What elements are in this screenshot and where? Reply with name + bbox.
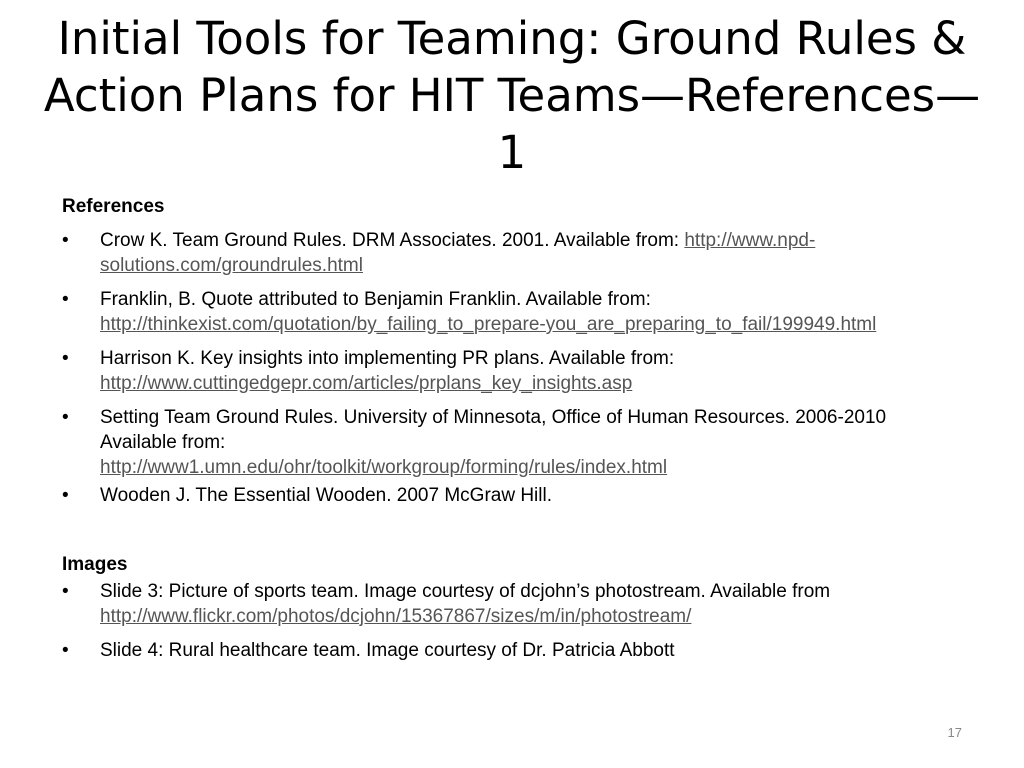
reference-text: Harrison K. Key insights into implementing PR plans. Available from: <box>100 348 675 369</box>
reference-text: Franklin, B. Quote attributed to Benjamin Franklin. Available from: <box>100 289 651 310</box>
slide-title: Initial Tools for Teaming: Ground Rules & Action Plans for HIT Teams—References—1 <box>43 12 981 179</box>
image-credit-text: Slide 3: Picture of sports team. Image courtesy of dcjohn’s photostream. Available from <box>100 581 831 602</box>
reference-text: Crow K. Team Ground Rules. DRM Associates. 2001. Available from: <box>100 230 685 251</box>
images-heading: Images <box>62 554 128 575</box>
reference-item <box>62 346 967 396</box>
reference-item <box>62 483 967 508</box>
reference-text: Setting Team Ground Rules. University of Minnesota, Office of Human Resources. 2006-2010 Available from: <box>100 407 887 453</box>
image-credit-item <box>62 579 967 629</box>
reference-item <box>62 405 967 480</box>
reference-link[interactable]: http://thinkexist.com/quotation/by_failing_to_prepare-you_are_preparing_to_fail/199949.html <box>100 314 877 335</box>
image-credit-link[interactable]: http://www.flickr.com/photos/dcjohn/15367867/sizes/m/in/photostream/ <box>100 606 692 627</box>
image-credit-text: Slide 4: Rural healthcare team. Image courtesy of Dr. Patricia Abbott <box>100 640 675 661</box>
reference-link[interactable]: http://www1.umn.edu/ohr/toolkit/workgroup/forming/rules/index.html <box>100 457 668 478</box>
image-credit-item <box>62 638 967 663</box>
references-heading: References <box>62 196 165 217</box>
reference-text: Wooden J. The Essential Wooden. 2007 McGraw Hill. <box>100 485 553 506</box>
slide-content <box>62 194 967 663</box>
reference-link[interactable]: http://www.cuttingedgepr.com/articles/prplans_key_insights.asp <box>100 373 633 394</box>
reference-item <box>62 228 967 278</box>
reference-item <box>62 287 967 337</box>
images-list <box>62 579 967 663</box>
references-list <box>62 228 967 508</box>
page-number: 17 <box>947 725 962 740</box>
reference-link[interactable]: http://www.npd-solutions.com/groundrules.html <box>100 230 816 276</box>
